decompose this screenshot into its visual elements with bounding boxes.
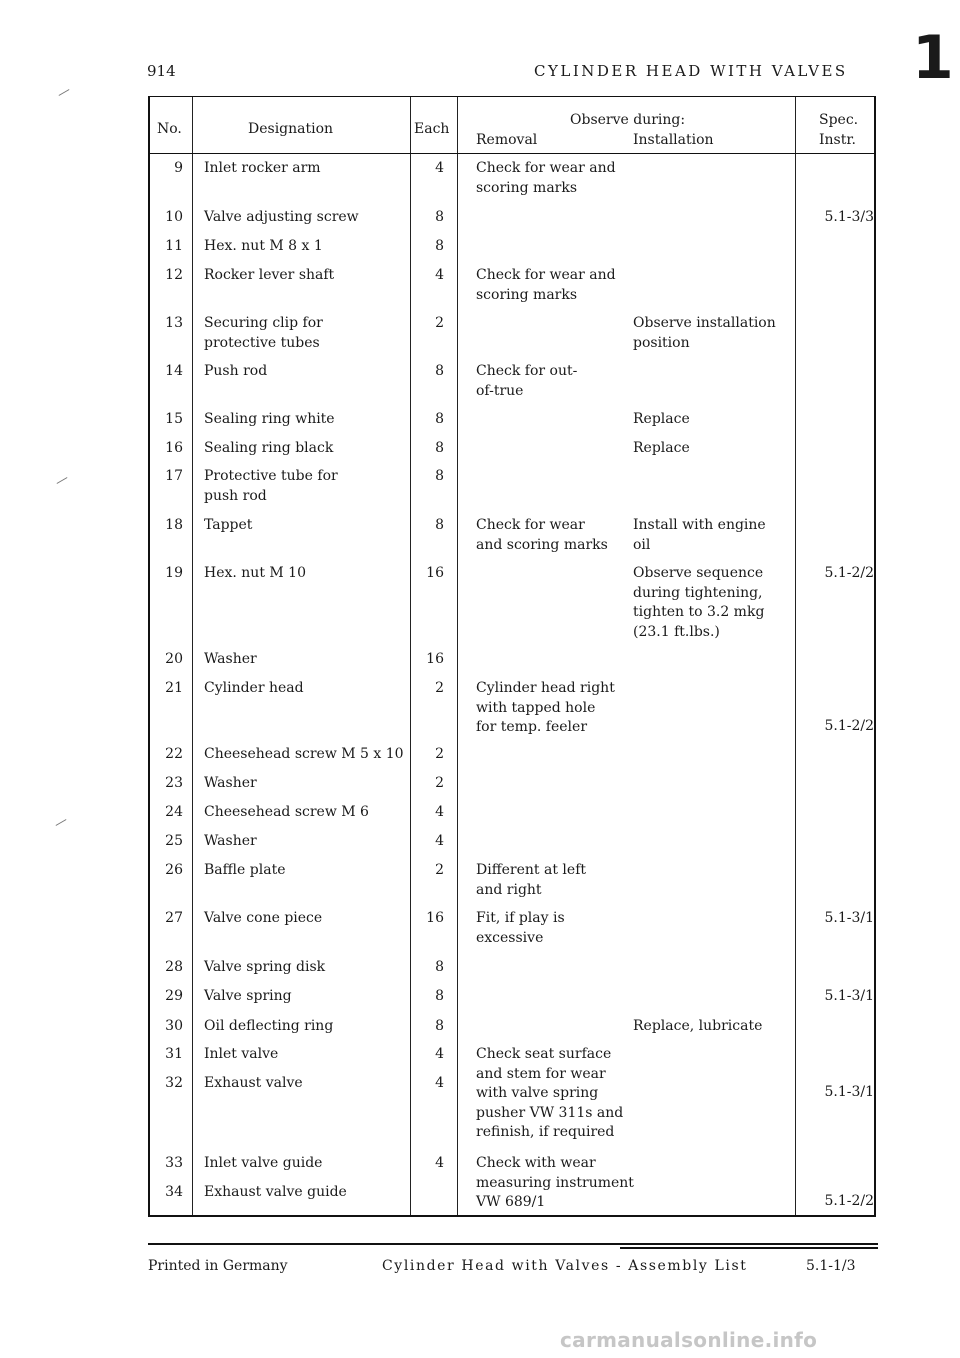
row-each: 2 — [435, 315, 444, 331]
col-divider — [795, 97, 796, 1215]
row-designation: Sealing ring white — [204, 411, 335, 427]
row-no: 29 — [165, 988, 183, 1004]
row-designation: Cylinder head — [204, 680, 304, 696]
row-no: 10 — [165, 209, 183, 225]
row-no: 23 — [165, 775, 183, 791]
row-each: 8 — [435, 468, 444, 484]
page-number: 914 — [147, 62, 176, 80]
margin-mark — [57, 477, 68, 484]
col-divider — [457, 97, 458, 1215]
row-spec: 5.1-3/3 — [824, 209, 874, 225]
row-designation: Valve spring disk — [204, 959, 326, 975]
row-designation: Inlet valve guide — [204, 1155, 323, 1171]
row-spec: 5.1-3/1 — [824, 988, 874, 1004]
row-designation: Valve cone piece — [204, 910, 323, 926]
row-removal: Check for out- of-true — [476, 363, 578, 399]
row-installation: Replace, lubricate — [633, 1018, 763, 1034]
row-spec: 5.1-2/2 — [824, 1193, 874, 1209]
row-each: 4 — [435, 1155, 444, 1171]
row-each: 4 — [435, 160, 444, 176]
row-each: 8 — [435, 411, 444, 427]
header-each: Each — [414, 121, 450, 137]
row-designation: Inlet valve — [204, 1046, 279, 1062]
row-designation: Push rod — [204, 363, 268, 379]
row-designation: Oil deflecting ring — [204, 1018, 334, 1034]
row-designation: Securing clip for protective tubes — [204, 315, 323, 351]
row-installation: Replace — [633, 411, 690, 427]
row-designation: Tappet — [204, 517, 253, 533]
footer-section-title: Cylinder Head with Valves - Assembly List — [382, 1258, 748, 1274]
row-each: 8 — [435, 1018, 444, 1034]
row-no: 14 — [165, 363, 183, 379]
row-each: 2 — [435, 775, 444, 791]
footer-printed: Printed in Germany — [148, 1258, 288, 1274]
page-title: CYLINDER HEAD WITH VALVES — [534, 62, 848, 80]
row-no: 12 — [165, 267, 183, 283]
row-removal: Cylinder head right with tapped hole for temp. feeler — [476, 680, 615, 735]
row-installation: Observe installation position — [633, 315, 776, 351]
row-spec: 5.1-2/2 — [824, 718, 874, 734]
row-each: 16 — [426, 910, 444, 926]
row-each: 4 — [435, 833, 444, 849]
row-no: 24 — [165, 804, 183, 820]
row-designation: Baffle plate — [204, 862, 286, 878]
header-designation: Designation — [248, 121, 334, 137]
row-each: 8 — [435, 363, 444, 379]
row-no: 15 — [165, 411, 183, 427]
header-removal: Removal — [476, 132, 538, 148]
row-each: 8 — [435, 440, 444, 456]
row-designation: Protective tube for push rod — [204, 468, 338, 504]
footer-rule — [620, 1247, 878, 1249]
watermark: carmanualsonline.info — [560, 1328, 818, 1352]
row-no: 18 — [165, 517, 183, 533]
row-installation: Observe sequence during tightening, tighten to 3.2 mkg (23.1 ft.lbs.) — [633, 565, 765, 640]
row-no: 30 — [165, 1018, 183, 1034]
row-no: 26 — [165, 862, 183, 878]
row-each: 8 — [435, 209, 444, 225]
row-each: 8 — [435, 238, 444, 254]
row-no: 33 — [165, 1155, 183, 1171]
row-installation: Replace — [633, 440, 690, 456]
row-each: 8 — [435, 988, 444, 1004]
row-designation: Washer — [204, 775, 257, 791]
row-designation: Exhaust valve guide — [204, 1184, 347, 1200]
row-designation: Hex. nut M 8 x 1 — [204, 238, 323, 254]
row-no: 13 — [165, 315, 183, 331]
row-each: 4 — [435, 1046, 444, 1062]
row-designation: Rocker lever shaft — [204, 267, 335, 283]
row-no: 22 — [165, 746, 183, 762]
row-removal: Check for wear and scoring marks — [476, 267, 616, 303]
row-each: 4 — [435, 1075, 444, 1091]
footer-rule — [148, 1243, 878, 1245]
margin-mark — [59, 89, 70, 96]
row-each: 16 — [426, 651, 444, 667]
row-installation: Install with engine oil — [633, 517, 766, 553]
row-no: 9 — [174, 160, 183, 176]
row-each: 8 — [435, 959, 444, 975]
assembly-table — [148, 96, 876, 1217]
row-no: 11 — [165, 238, 183, 254]
row-removal: Different at left and right — [476, 862, 586, 898]
row-designation: Valve spring — [204, 988, 292, 1004]
row-designation: Exhaust valve — [204, 1075, 303, 1091]
row-each: 4 — [435, 267, 444, 283]
row-each: 2 — [435, 746, 444, 762]
row-designation: Hex. nut M 10 — [204, 565, 306, 581]
header-observe: Observe during: — [570, 112, 686, 128]
header-divider — [150, 153, 874, 154]
row-no: 32 — [165, 1075, 183, 1091]
row-each: 2 — [435, 680, 444, 696]
header-instr: Instr. — [819, 132, 856, 148]
row-removal: Check seat surface and stem for wear with valve spring pusher VW 311s and refinish, if required — [476, 1046, 624, 1140]
row-each: 16 — [426, 565, 444, 581]
row-designation: Cheesehead screw M 6 — [204, 804, 369, 820]
row-removal: Check with wear measuring instrument VW 689/1 — [476, 1155, 634, 1210]
row-each: 8 — [435, 517, 444, 533]
row-spec: 5.1-3/1 — [824, 1084, 874, 1100]
row-each: 4 — [435, 804, 444, 820]
row-designation: Sealing ring black — [204, 440, 334, 456]
row-designation: Washer — [204, 833, 257, 849]
row-each: 2 — [435, 862, 444, 878]
row-no: 25 — [165, 833, 183, 849]
row-no: 21 — [165, 680, 183, 696]
row-no: 16 — [165, 440, 183, 456]
row-no: 34 — [165, 1184, 183, 1200]
row-no: 17 — [165, 468, 183, 484]
row-designation: Washer — [204, 651, 257, 667]
footer-page-ref: 5.1-1/3 — [806, 1258, 856, 1274]
row-no: 28 — [165, 959, 183, 975]
row-removal: Check for wear and scoring marks — [476, 160, 616, 196]
header-spec: Spec. — [819, 112, 859, 128]
row-no: 27 — [165, 910, 183, 926]
row-designation: Inlet rocker arm — [204, 160, 321, 176]
row-no: 20 — [165, 651, 183, 667]
row-no: 19 — [165, 565, 183, 581]
row-designation: Cheesehead screw M 5 x 10 — [204, 746, 404, 762]
chapter-number: 1 — [912, 23, 954, 93]
row-designation: Valve adjusting screw — [204, 209, 359, 225]
row-spec: 5.1-3/1 — [824, 910, 874, 926]
col-divider — [192, 97, 193, 1215]
row-spec: 5.1-2/2 — [824, 565, 874, 581]
row-removal: Check for wear and scoring marks — [476, 517, 608, 553]
margin-mark — [56, 819, 67, 826]
header-no: No. — [157, 121, 182, 137]
row-no: 31 — [165, 1046, 183, 1062]
header-installation: Installation — [633, 132, 714, 148]
row-removal: Fit, if play is excessive — [476, 910, 565, 946]
